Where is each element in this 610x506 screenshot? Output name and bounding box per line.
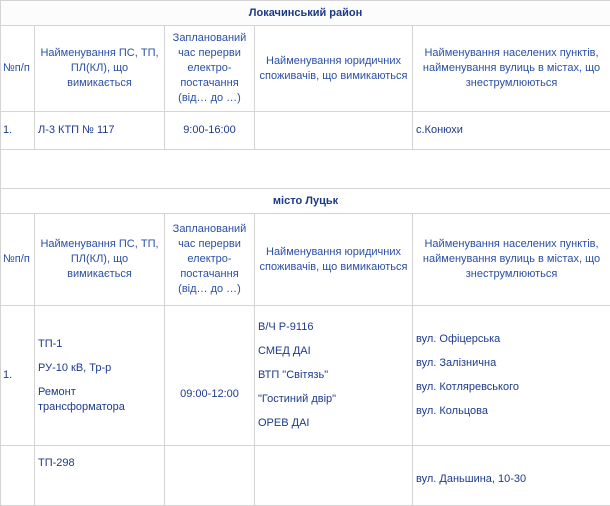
row-places: с.Конюхи <box>413 112 610 150</box>
row-object: Л-3 КТП № 117 <box>35 112 165 150</box>
row-places <box>413 306 610 446</box>
row-time: 9:00-16:00 <box>165 112 255 150</box>
section-title-row <box>1 1 610 26</box>
header-places: Найменування населених пунктів, найменування вулиць в містах, що знеструмлюються <box>413 214 610 306</box>
object-detail: РУ-10 кВ, Тр-р <box>38 361 161 376</box>
header-num: №п/п <box>1 26 35 112</box>
row-num: 1. <box>1 306 35 446</box>
place-item: вул. Котляревського <box>416 380 607 395</box>
header-places: Найменування населених пунктів, найменування вулиць в містах, що знеструмлюються <box>413 26 610 112</box>
table-header-row <box>1 26 610 112</box>
header-time: Запланований час перерви електро-постачання (від… до …) <box>165 26 255 112</box>
section-spacer <box>1 150 610 189</box>
header-consumers: Найменування юридичних споживачів, що вимикаються <box>255 26 413 112</box>
row-object <box>35 306 165 446</box>
object-work: Ремонт трансформатора <box>38 385 161 415</box>
row-object: ТП-298 <box>35 446 165 506</box>
row-consumers <box>255 306 413 446</box>
header-num: №п/п <box>1 214 35 306</box>
consumer-item: СМЕД ДАІ <box>258 344 409 359</box>
consumer-item: ВТП "Світязь" <box>258 368 409 383</box>
section-title-district: Локачинський район <box>1 1 610 26</box>
table-row <box>1 112 610 150</box>
header-object: Найменування ПС, ТП, ПЛ(КЛ), що вимикається <box>35 214 165 306</box>
section-title-row <box>1 189 610 214</box>
table-row <box>1 306 610 446</box>
place-item: вул. Кольцова <box>416 404 607 419</box>
header-time: Запланований час перерви електро-постачання (від… до …) <box>165 214 255 306</box>
object-name: ТП-1 <box>38 337 161 352</box>
place-item: вул. Залізнична <box>416 356 607 371</box>
row-places: вул. Даньшина, 10-30 <box>413 446 610 506</box>
table-header-row <box>1 214 610 306</box>
header-consumers: Найменування юридичних споживачів, що вимикаються <box>255 214 413 306</box>
row-consumers <box>255 112 413 150</box>
section-title-city: місто Луцьк <box>1 189 610 214</box>
row-num: 1. <box>1 112 35 150</box>
header-object: Найменування ПС, ТП, ПЛ(КЛ), що вимикається <box>35 26 165 112</box>
consumer-item: В/Ч Р-9116 <box>258 320 409 335</box>
row-time: 09:00-12:00 <box>165 306 255 446</box>
place-item: вул. Офіцерська <box>416 332 607 347</box>
consumer-item: "Гостиний двір" <box>258 392 409 407</box>
consumer-item: ОРЕВ ДАІ <box>258 416 409 431</box>
